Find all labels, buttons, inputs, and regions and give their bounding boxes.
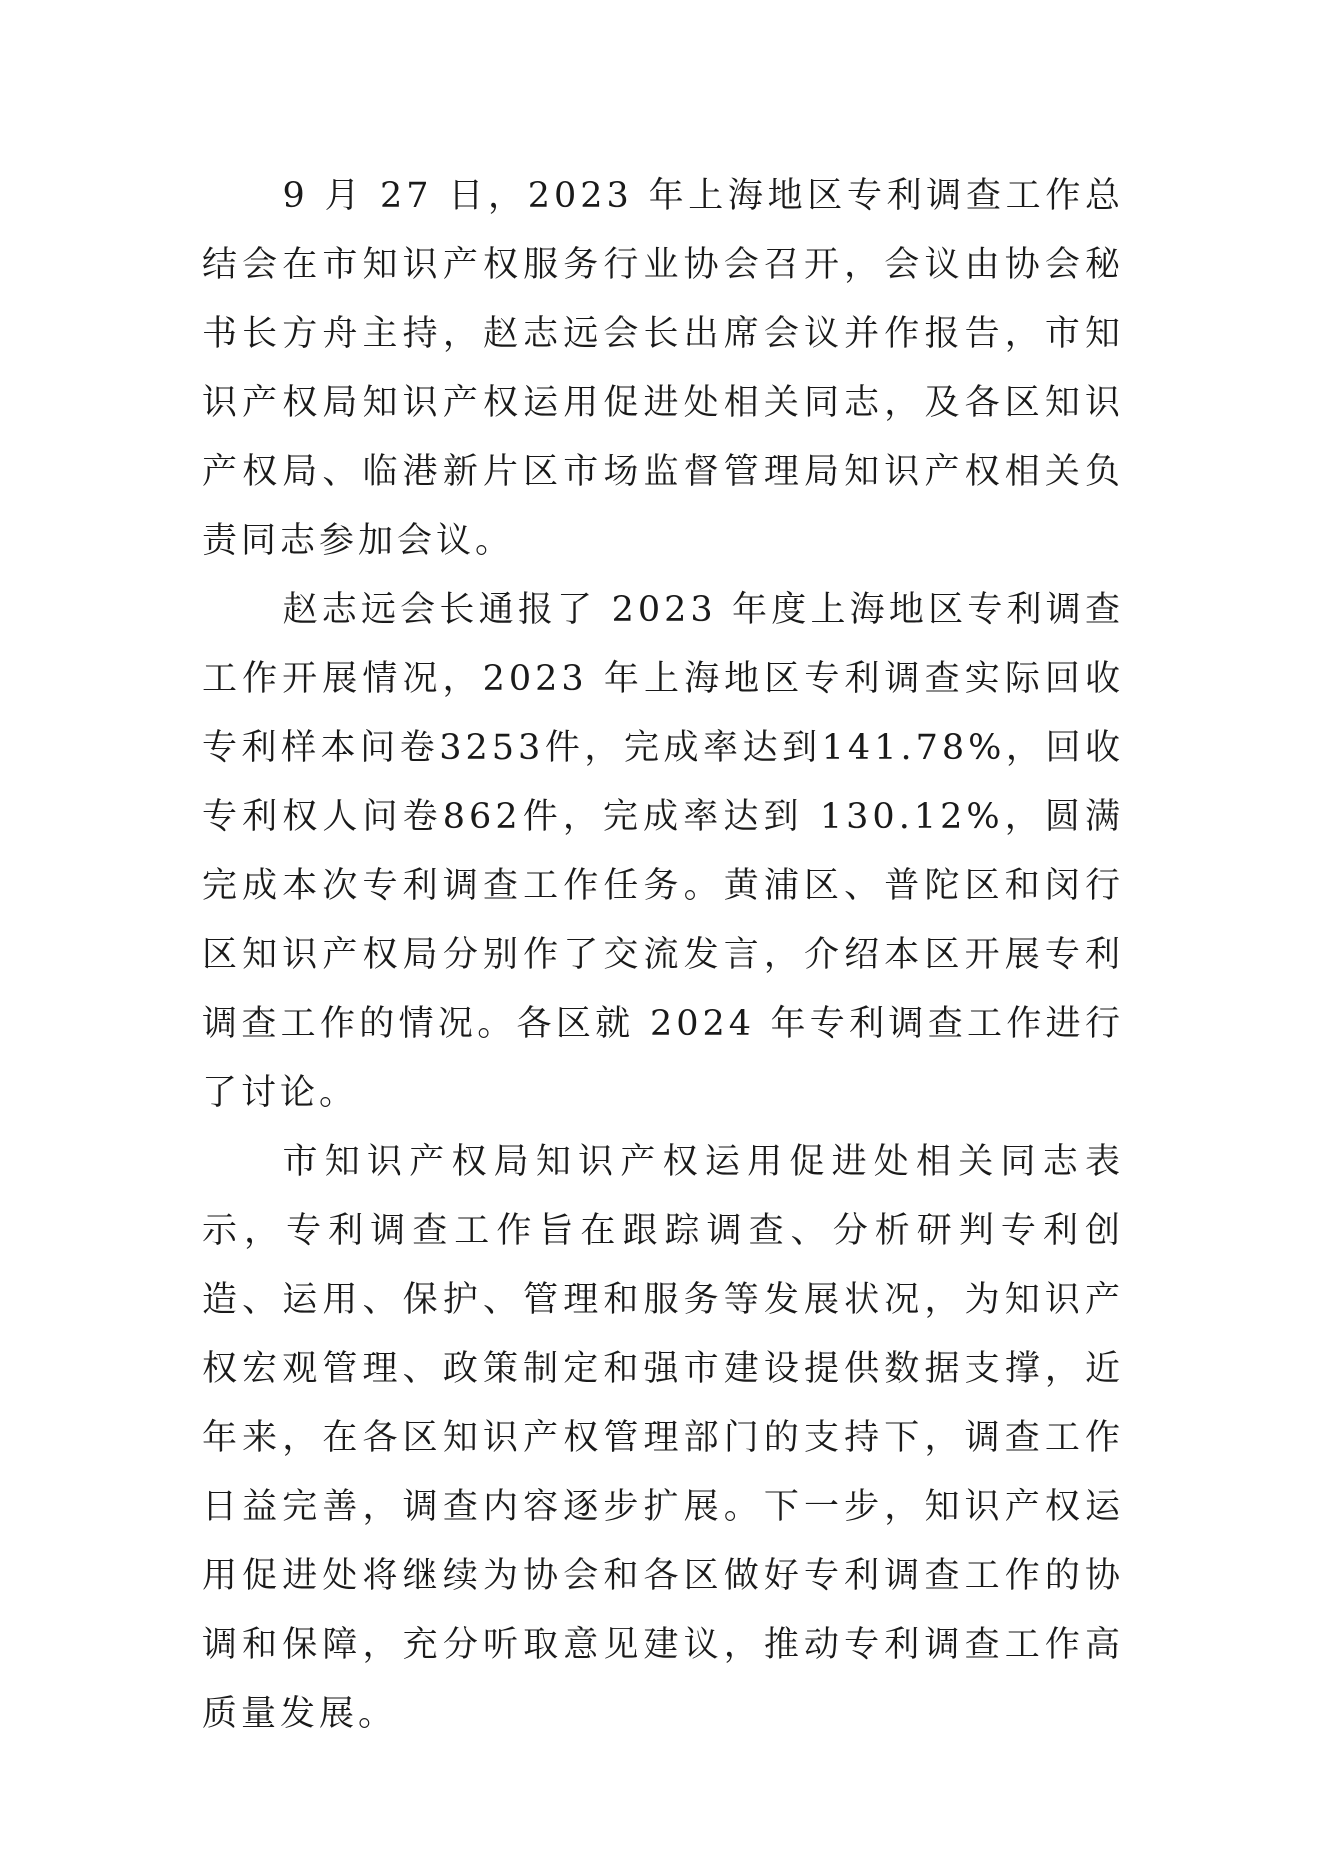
paragraph-survey-report: 赵志远会长通报了 2023 年度上海地区专利调查工作开展情况，2023 年上海地区专利调查实际回收专利样本问卷3253件，完成率达到141.78%，回收专利权人问卷862件，完成率达到 130.12%，圆满完成本次专利调查工作任务。黄浦区、普陀区和闵行区知识产权局分别作了交流发言，介绍本区开展专利调查工作的情况。各区就 2024 年专利调查工作进行了讨论。 [202, 590, 1124, 1113]
paragraph-meeting-summary: 9 月 27 日，2023 年上海地区专利调查工作总结会在市知识产权服务行业协会召开，会议由协会秘书长方舟主持，赵志远会长出席会议并作报告，市知识产权局知识产权运用促进处相关同志，及各区知识产权局、临港新片区市场监督管理局知识产权相关负责同志参加会议。 [202, 176, 1124, 561]
document-body [202, 162, 1124, 1749]
paragraph-bureau-remarks: 市知识产权局知识产权运用促进处相关同志表示，专利调查工作旨在跟踪调查、分析研判专利创造、运用、保护、管理和服务等发展状况，为知识产权宏观管理、政策制定和强市建设提供数据支撑，近年来，在各区知识产权管理部门的支持下，调查工作日益完善，调查内容逐步扩展。下一步，知识产权运用促进处将继续为协会和各区做好专利调查工作的协调和保障，充分听取意见建议，推动专利调查工作高质量发展。 [202, 1142, 1124, 1734]
